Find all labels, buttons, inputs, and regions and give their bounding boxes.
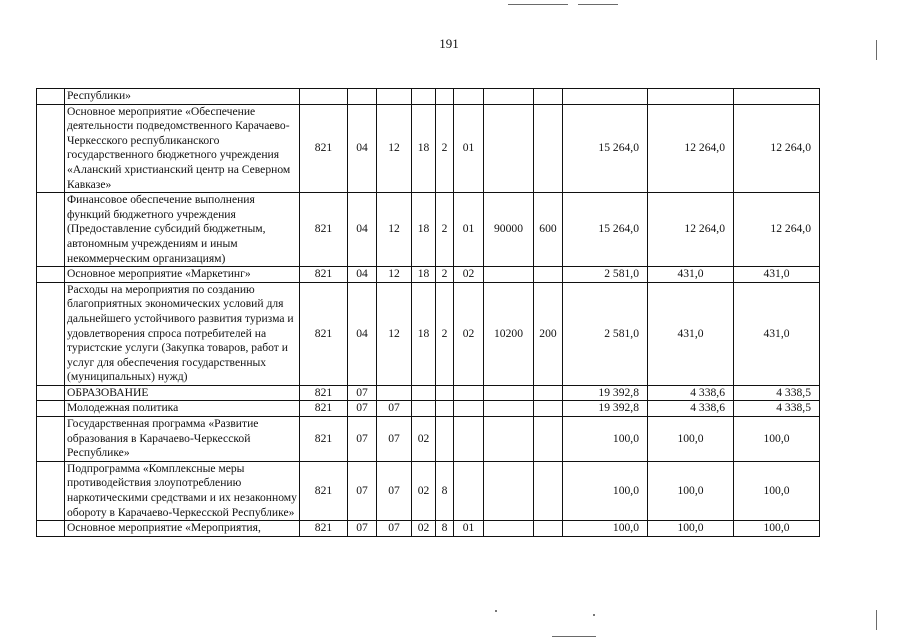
activity-code: 01 — [454, 193, 484, 267]
amount-year-1: 2 581,0 — [563, 282, 648, 385]
table-row — [37, 282, 820, 385]
amount-year-1: 100,0 — [563, 521, 648, 537]
direction-code — [484, 267, 534, 283]
row-description: Подпрограмма «Комплексные меры противодействия злоупотреблению наркотическими средствами и их незаконному обороту в Карачаево-Черкесской Республике» — [65, 461, 300, 520]
row-description: Основное мероприятие «Мероприятия, — [65, 521, 300, 537]
amount-year-3: 12 264,0 — [734, 104, 820, 193]
row-description: Основное мероприятие «Обеспечение деятельности подведомственного Карачаево-Черкесского республиканского государственного бюджетного учреждения «Аланский христианский центр на Северном Кавказе» — [65, 104, 300, 193]
expense-type-code — [534, 401, 563, 417]
expense-type-code: 600 — [534, 193, 563, 267]
table-row — [37, 267, 820, 283]
direction-code — [484, 104, 534, 193]
table-row — [37, 461, 820, 520]
table-row — [37, 521, 820, 537]
direction-code — [484, 461, 534, 520]
expense-type-code — [534, 267, 563, 283]
amount-year-2: 431,0 — [648, 282, 734, 385]
row-description: Расходы на мероприятия по созданию благоприятных экономических условий для дальнейшего устойчивого развития туризма и удовлетворения спроса потребителей на туристские услуги (Закупка товаров, работ и услуг для обеспечения государственных (муниципальных) нужд) — [65, 282, 300, 385]
amount-year-3: 100,0 — [734, 417, 820, 462]
index-cell — [37, 385, 65, 401]
index-cell — [37, 104, 65, 193]
table-row — [37, 401, 820, 417]
budget-table-body — [37, 89, 820, 537]
subsection-code: 12 — [377, 267, 412, 283]
scan-line-top — [508, 4, 568, 5]
ministry-code: 821 — [300, 193, 348, 267]
ministry-code: 821 — [300, 417, 348, 462]
subprogram-code: 8 — [436, 521, 454, 537]
expense-type-code — [534, 461, 563, 520]
subsection-code — [377, 89, 412, 105]
direction-code — [484, 89, 534, 105]
section-code: 07 — [348, 401, 377, 417]
amount-year-1: 15 264,0 — [563, 193, 648, 267]
amount-year-2: 100,0 — [648, 461, 734, 520]
amount-year-1: 100,0 — [563, 461, 648, 520]
activity-code: 02 — [454, 282, 484, 385]
program-code — [412, 401, 436, 417]
activity-code: 01 — [454, 521, 484, 537]
amount-year-1: 100,0 — [563, 417, 648, 462]
subprogram-code — [436, 89, 454, 105]
subprogram-code: 2 — [436, 193, 454, 267]
program-code — [412, 385, 436, 401]
index-cell — [37, 417, 65, 462]
amount-year-3: 4 338,5 — [734, 401, 820, 417]
row-description: Финансовое обеспечение выполнения функций бюджетного учреждения (Предоставление субсидий бюджетным, автономным учреждениям и иным некоммерческим организациям) — [65, 193, 300, 267]
scan-line-right-edge-2 — [876, 610, 877, 630]
expense-type-code — [534, 104, 563, 193]
section-code: 07 — [348, 417, 377, 462]
row-description: Основное мероприятие «Маркетинг» — [65, 267, 300, 283]
activity-code — [454, 417, 484, 462]
expense-type-code — [534, 417, 563, 462]
row-description: Республики» — [65, 89, 300, 105]
amount-year-1: 2 581,0 — [563, 267, 648, 283]
subsection-code: 12 — [377, 193, 412, 267]
expense-type-code: 200 — [534, 282, 563, 385]
activity-code — [454, 401, 484, 417]
scan-line-top-right — [578, 4, 618, 5]
row-description: ОБРАЗОВАНИЕ — [65, 385, 300, 401]
section-code — [348, 89, 377, 105]
subsection-code: 12 — [377, 282, 412, 385]
table-row — [37, 417, 820, 462]
subprogram-code: 2 — [436, 267, 454, 283]
activity-code — [454, 385, 484, 401]
scan-line-right-edge — [876, 40, 877, 60]
amount-year-1 — [563, 89, 648, 105]
table-row — [37, 104, 820, 193]
subsection-code: 12 — [377, 104, 412, 193]
amount-year-3: 4 338,5 — [734, 385, 820, 401]
section-code: 04 — [348, 104, 377, 193]
ministry-code — [300, 89, 348, 105]
subprogram-code: 2 — [436, 104, 454, 193]
subprogram-code — [436, 417, 454, 462]
subsection-code: 07 — [377, 401, 412, 417]
amount-year-2: 4 338,6 — [648, 385, 734, 401]
subsection-code: 07 — [377, 417, 412, 462]
subprogram-code: 2 — [436, 282, 454, 385]
section-code: 04 — [348, 193, 377, 267]
scan-line-bottom — [552, 636, 596, 637]
activity-code — [454, 89, 484, 105]
scan-dot — [593, 614, 595, 616]
index-cell — [37, 89, 65, 105]
amount-year-2 — [648, 89, 734, 105]
activity-code: 02 — [454, 267, 484, 283]
activity-code: 01 — [454, 104, 484, 193]
expense-type-code — [534, 521, 563, 537]
subprogram-code — [436, 385, 454, 401]
amount-year-1: 15 264,0 — [563, 104, 648, 193]
amount-year-1: 19 392,8 — [563, 401, 648, 417]
direction-code — [484, 385, 534, 401]
section-code: 07 — [348, 521, 377, 537]
amount-year-2: 100,0 — [648, 417, 734, 462]
expense-type-code — [534, 89, 563, 105]
direction-code — [484, 417, 534, 462]
index-cell — [37, 401, 65, 417]
section-code: 04 — [348, 282, 377, 385]
amount-year-3: 100,0 — [734, 461, 820, 520]
amount-year-2: 100,0 — [648, 521, 734, 537]
activity-code — [454, 461, 484, 520]
ministry-code: 821 — [300, 104, 348, 193]
direction-code: 90000 — [484, 193, 534, 267]
amount-year-2: 12 264,0 — [648, 104, 734, 193]
amount-year-2: 12 264,0 — [648, 193, 734, 267]
program-code: 18 — [412, 267, 436, 283]
index-cell — [37, 267, 65, 283]
subsection-code: 07 — [377, 461, 412, 520]
amount-year-3: 12 264,0 — [734, 193, 820, 267]
index-cell — [37, 193, 65, 267]
amount-year-2: 431,0 — [648, 267, 734, 283]
amount-year-3: 431,0 — [734, 282, 820, 385]
program-code: 18 — [412, 282, 436, 385]
ministry-code: 821 — [300, 401, 348, 417]
section-code: 07 — [348, 461, 377, 520]
page-number: 191 — [439, 36, 459, 51]
amount-year-3: 100,0 — [734, 521, 820, 537]
table-row — [37, 385, 820, 401]
row-description: Молодежная политика — [65, 401, 300, 417]
index-cell — [37, 521, 65, 537]
table-row — [37, 193, 820, 267]
ministry-code: 821 — [300, 521, 348, 537]
subsection-code: 07 — [377, 521, 412, 537]
index-cell — [37, 461, 65, 520]
budget-table — [36, 88, 820, 537]
amount-year-3 — [734, 89, 820, 105]
amount-year-2: 4 338,6 — [648, 401, 734, 417]
ministry-code: 821 — [300, 461, 348, 520]
program-code: 02 — [412, 521, 436, 537]
index-cell — [37, 282, 65, 385]
subprogram-code: 8 — [436, 461, 454, 520]
program-code: 02 — [412, 461, 436, 520]
program-code: 18 — [412, 104, 436, 193]
scan-dot — [495, 610, 497, 612]
ministry-code: 821 — [300, 282, 348, 385]
direction-code — [484, 401, 534, 417]
section-code: 04 — [348, 267, 377, 283]
program-code: 18 — [412, 193, 436, 267]
direction-code: 10200 — [484, 282, 534, 385]
expense-type-code — [534, 385, 563, 401]
direction-code — [484, 521, 534, 537]
section-code: 07 — [348, 385, 377, 401]
subsection-code — [377, 385, 412, 401]
program-code: 02 — [412, 417, 436, 462]
ministry-code: 821 — [300, 267, 348, 283]
program-code — [412, 89, 436, 105]
row-description: Государственная программа «Развитие образования в Карачаево-Черкесской Республике» — [65, 417, 300, 462]
amount-year-3: 431,0 — [734, 267, 820, 283]
table-row — [37, 89, 820, 105]
amount-year-1: 19 392,8 — [563, 385, 648, 401]
ministry-code: 821 — [300, 385, 348, 401]
subprogram-code — [436, 401, 454, 417]
